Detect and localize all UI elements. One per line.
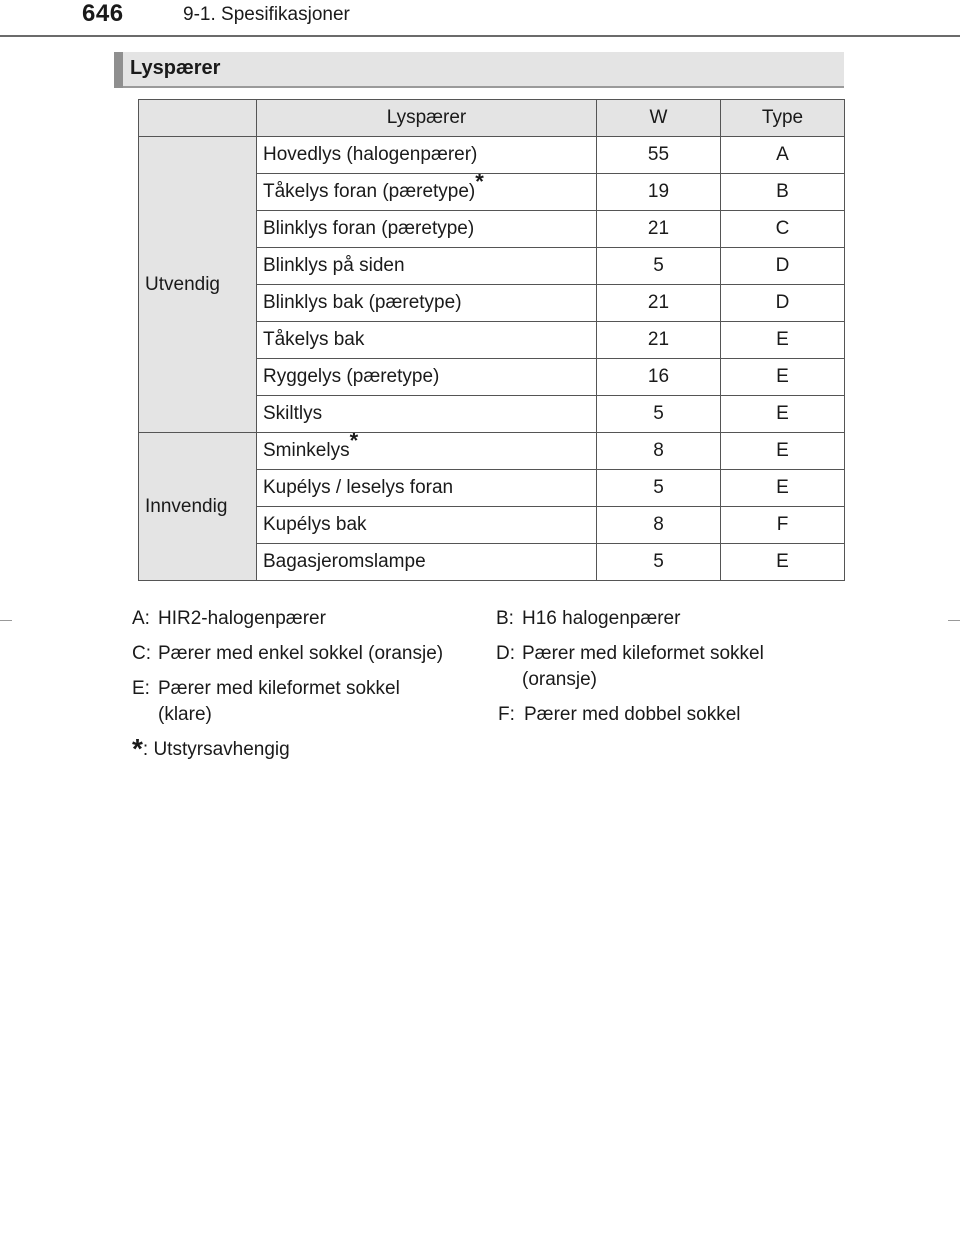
bulb-type: E <box>721 322 845 359</box>
table-header-row <box>139 100 845 137</box>
legend-item-e: E: Pærer med kileformet sokkel (klare) <box>132 678 400 725</box>
bulb-watt: 21 <box>597 211 721 248</box>
bulb-watt: 5 <box>597 544 721 581</box>
bulb-table <box>138 99 845 581</box>
table-row <box>139 433 845 470</box>
bulb-type: E <box>721 359 845 396</box>
footnote-equipment: *: Utstyrsavhengig <box>132 733 290 764</box>
bulb-name: Sminkelys* <box>257 433 597 470</box>
bulb-watt: 5 <box>597 396 721 433</box>
bulb-name: Kupélys bak <box>257 507 597 544</box>
bulb-watt: 5 <box>597 470 721 507</box>
bulb-watt: 19 <box>597 174 721 211</box>
bulb-type: E <box>721 433 845 470</box>
bulb-type: C <box>721 211 845 248</box>
page-header <box>0 0 960 40</box>
chapter-title: 9-1. Spesifikasjoner <box>183 4 350 25</box>
bulb-name: Hovedlys (halogenpærer) <box>257 137 597 174</box>
bulb-watt: 16 <box>597 359 721 396</box>
bulb-name: Skiltlys <box>257 396 597 433</box>
group-label-exterior: Utvendig <box>139 137 257 433</box>
footnote-star: * <box>132 733 143 764</box>
legend-item-a: A: HIR2-halogenpærer <box>132 608 326 629</box>
legend-item-b: B: H16 halogenpærer <box>496 608 681 629</box>
bulb-name: Tåkelys bak <box>257 322 597 359</box>
bulb-type: D <box>721 248 845 285</box>
bulb-watt: 21 <box>597 285 721 322</box>
bulb-watt: 5 <box>597 248 721 285</box>
bulb-type: F <box>721 507 845 544</box>
bulb-name: Bagasjeromslampe <box>257 544 597 581</box>
header-rule <box>0 35 960 37</box>
legend-item-c: C: Pærer med enkel sokkel (oransje) <box>132 643 444 664</box>
legend-item-d: D: Pærer med kileformet sokkel (oransje) <box>496 643 764 690</box>
footnote-star: * <box>475 173 484 194</box>
bulb-type: E <box>721 470 845 507</box>
bulb-type: D <box>721 285 845 322</box>
bulb-watt: 8 <box>597 507 721 544</box>
bulb-type: E <box>721 396 845 433</box>
section-banner <box>114 52 844 88</box>
header-cell-bulb: Lyspærer <box>257 100 597 137</box>
bulb-type: E <box>721 544 845 581</box>
trim-mark-right <box>948 620 960 621</box>
bulb-watt: 21 <box>597 322 721 359</box>
bulb-name: Blinklys bak (pæretype) <box>257 285 597 322</box>
table-row <box>139 137 845 174</box>
section-title: Lyspærer <box>130 57 221 79</box>
group-label-interior: Innvendig <box>139 433 257 581</box>
trim-mark-left <box>0 620 12 621</box>
bulb-watt: 55 <box>597 137 721 174</box>
footnote-star: * <box>349 432 359 453</box>
bulb-type: B <box>721 174 845 211</box>
header-cell-type: Type <box>721 100 845 137</box>
bulb-name: Ryggelys (pæretype) <box>257 359 597 396</box>
bulb-name: Kupélys / leselys foran <box>257 470 597 507</box>
page-number: 646 <box>82 0 124 27</box>
bulb-name: Tåkelys foran (pæretype)* <box>257 174 597 211</box>
bulb-type: A <box>721 137 845 174</box>
bulb-name: Blinklys på siden <box>257 248 597 285</box>
legend-item-f: F: Pærer med dobbel sokkel <box>498 704 741 725</box>
header-cell-watt: W <box>597 100 721 137</box>
bulb-name: Blinklys foran (pæretype) <box>257 211 597 248</box>
section-banner-bar <box>114 52 123 88</box>
bulb-watt: 8 <box>597 433 721 470</box>
header-cell-group <box>139 100 257 137</box>
